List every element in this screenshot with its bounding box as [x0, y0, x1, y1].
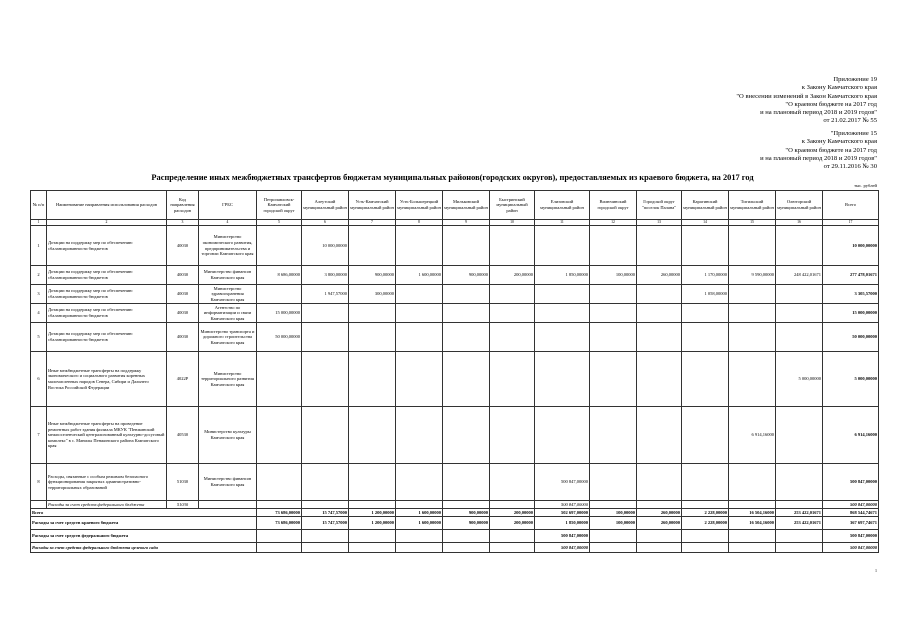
column-number: 15: [729, 220, 776, 226]
column-number: 16: [776, 220, 823, 226]
row-value: 50 000,00000: [257, 323, 302, 352]
column-number: 14: [682, 220, 729, 226]
column-header: Тигильский муниципальный район: [729, 191, 776, 220]
row-total: 50 000,00000: [823, 323, 879, 352]
column-number: 10: [490, 220, 535, 226]
row-value: 5 000,00000: [776, 352, 823, 407]
row-name: Дотации на поддержку мер по обеспечению сбалансированности бюджетов: [47, 304, 167, 323]
row-total: 15 000,00000: [823, 304, 879, 323]
row-value: [535, 352, 590, 407]
total-value: 200,00000: [490, 517, 535, 530]
row-code: 51030: [167, 501, 199, 509]
row-value: [637, 323, 682, 352]
total-value: 500 847,00000: [535, 543, 590, 553]
row-value: [302, 352, 349, 407]
column-header: Мильковский муниципальный район: [443, 191, 490, 220]
row-value: 1 600,00000: [396, 266, 443, 285]
row-value: 900,00000: [443, 266, 490, 285]
total-value: [302, 543, 349, 553]
column-number: 7: [349, 220, 396, 226]
table-row: [31, 304, 879, 323]
appendix-2-line: к Закону Камчатского края: [801, 138, 877, 146]
row-name: Дотации на поддержку мер по обеспечению сбалансированности бюджетов: [47, 266, 167, 285]
table-row: [31, 226, 879, 266]
appendix-1-line: от 21.02.2017 № 55: [823, 117, 877, 125]
row-value: [490, 323, 535, 352]
total-value: 253 422,01671: [776, 509, 823, 517]
row-value: [302, 501, 349, 509]
total-value: 15 747,57000: [302, 509, 349, 517]
row-number: 3: [31, 285, 47, 304]
column-number: 1: [31, 220, 47, 226]
row-value: [257, 352, 302, 407]
total-value: [396, 543, 443, 553]
total-value: 16 504,16000: [729, 509, 776, 517]
total-regional-row: [31, 517, 879, 530]
column-header: ГРБС: [199, 191, 257, 220]
total-value: 260,00000: [637, 509, 682, 517]
total-value: 1 600,00000: [396, 509, 443, 517]
row-value: 1 058,00000: [682, 285, 729, 304]
row-value: 1 170,00000: [682, 266, 729, 285]
row-number: 7: [31, 407, 47, 464]
row-value: [443, 464, 490, 501]
row-value: 300,00000: [349, 285, 396, 304]
row-value: [396, 407, 443, 464]
column-header: Елизовский муниципальный район: [535, 191, 590, 220]
total-value: 16 504,16000: [729, 517, 776, 530]
row-value: [682, 304, 729, 323]
column-header: Наименование направления использования расходов: [47, 191, 167, 220]
column-number: 12: [590, 220, 637, 226]
row-value: [682, 226, 729, 266]
total-value: 260,00000: [637, 517, 682, 530]
row-value: [443, 226, 490, 266]
column-header: Алеутский муниципальный район: [302, 191, 349, 220]
total-value: [590, 530, 637, 543]
row-value: [396, 285, 443, 304]
distribution-table: [30, 190, 879, 553]
total-value: [729, 543, 776, 553]
row-value: [729, 323, 776, 352]
total-value: 502 697,00000: [535, 509, 590, 517]
appendix-1-line: и на плановый период 2018 и 2019 годов": [760, 109, 877, 117]
row-value: 260,00000: [637, 266, 682, 285]
total-value: 900,00000: [443, 517, 490, 530]
row-value: [590, 323, 637, 352]
appendix-2-line: "Приложение 15: [830, 130, 877, 137]
total-value: [637, 543, 682, 553]
total-value: 1 850,00000: [535, 517, 590, 530]
appendix-2-line: "О краевом бюджете на 2017 год: [785, 146, 877, 154]
row-name: Дотации на поддержку мер по обеспечению сбалансированности бюджетов: [47, 285, 167, 304]
table-row: [31, 464, 879, 501]
row-value: [776, 407, 823, 464]
appendix-1-line: "О внесении изменений в Закон Камчатского края: [736, 92, 877, 100]
row-value: [257, 464, 302, 501]
row-value: [682, 323, 729, 352]
appendix-1-line: Приложение 19: [833, 76, 877, 83]
row-code: 40030: [167, 304, 199, 323]
column-header: Городской округ "поселок Палана": [637, 191, 682, 220]
document-title: Распределение иных межбюджетных трансфертов бюджетам муниципальных районов(городских округов), предоставляемых из краевого бюджета, на 2017 год: [151, 173, 754, 182]
row-value: [535, 304, 590, 323]
row-value: [729, 501, 776, 509]
row-value: [443, 323, 490, 352]
row-code: 4022Р: [167, 352, 199, 407]
row-value: [590, 464, 637, 501]
row-grbs: Министерство экономического развития, предпринимательства и торговли Камчатского края: [199, 226, 257, 266]
row-value: [257, 407, 302, 464]
row-value: 15 000,00000: [257, 304, 302, 323]
row-value: [490, 464, 535, 501]
total-value: 73 686,00000: [257, 517, 302, 530]
total-value: 200,00000: [490, 509, 535, 517]
column-number: 5: [257, 220, 302, 226]
row-value: [396, 501, 443, 509]
total-value: 1 200,00000: [349, 517, 396, 530]
table-row: [31, 285, 879, 304]
total-label: Расходы за счет средств краевого бюджета: [31, 517, 257, 530]
table-row: [31, 266, 879, 285]
row-value: [729, 464, 776, 501]
row-value: [590, 352, 637, 407]
row-value: [443, 285, 490, 304]
row-value: 248 422,01671: [776, 266, 823, 285]
row-value: [396, 464, 443, 501]
appendix-1-line: к Закону Камчатского края: [801, 84, 877, 92]
row-grbs: [199, 501, 257, 509]
row-code: 40030: [167, 323, 199, 352]
total-value: 1 600,00000: [396, 517, 443, 530]
total-label: Всего: [31, 509, 257, 517]
total-value: [682, 543, 729, 553]
row-value: [776, 501, 823, 509]
column-header: Усть-Камчатский муниципальный район: [349, 191, 396, 220]
row-value: [302, 407, 349, 464]
total-value: 73 686,00000: [257, 509, 302, 517]
row-value: 100,00000: [590, 266, 637, 285]
row-value: 3 800,00000: [302, 266, 349, 285]
total-value: [396, 530, 443, 543]
total-value: 15 747,57000: [302, 517, 349, 530]
row-value: [535, 226, 590, 266]
appendix-2-line: и на плановый период 2018 и 2019 годов": [760, 154, 877, 162]
row-name: Иные межбюджетные трансферты на проведение ремонтных работ здания филиала МКУК "Пенжинский межпоселенческий централизованный культурно-досуговый комплекс" в с. Манилы Пенжинского района Камчатского края: [47, 407, 167, 464]
row-value: [535, 323, 590, 352]
column-number: 2: [47, 220, 167, 226]
total-value: [682, 530, 729, 543]
row-total: 500 847,00000: [823, 501, 879, 509]
row-value: [396, 352, 443, 407]
row-value: [729, 285, 776, 304]
row-value: [302, 464, 349, 501]
column-header: Быстринский муниципальный район: [490, 191, 535, 220]
row-grbs: Министерство транспорта и дорожного строительства Камчатского края: [199, 323, 257, 352]
row-value: 10 000,00000: [302, 226, 349, 266]
row-value: [396, 323, 443, 352]
row-value: [490, 304, 535, 323]
row-value: 500 847,00000: [535, 501, 590, 509]
total-value: [257, 530, 302, 543]
row-value: [590, 226, 637, 266]
column-number: 11: [535, 220, 590, 226]
row-value: [637, 226, 682, 266]
row-value: [590, 304, 637, 323]
row-value: [637, 285, 682, 304]
column-number: 4: [199, 220, 257, 226]
row-number: 1: [31, 226, 47, 266]
row-total: 3 305,57000: [823, 285, 879, 304]
column-header: № п/п: [31, 191, 47, 220]
appendix-2-line: от 29.11.2016 № 30: [823, 163, 877, 171]
row-value: [637, 352, 682, 407]
column-header: Всего: [823, 191, 879, 220]
row-total: 10 000,00000: [823, 226, 879, 266]
row-value: 6 914,16000: [729, 407, 776, 464]
column-header: Петропавловск-Камчатский городской округ: [257, 191, 302, 220]
row-value: 1 850,00000: [535, 266, 590, 285]
total-value: 900,00000: [443, 509, 490, 517]
appendix-block-2: [760, 130, 877, 171]
row-value: [490, 501, 535, 509]
row-value: [443, 407, 490, 464]
column-number: 3: [167, 220, 199, 226]
total-value: 1 200,00000: [349, 509, 396, 517]
total-value: 500 847,00000: [535, 530, 590, 543]
row-name: Расходы, связанные с особым режимом безопасного функционирования закрытых административно-территориальных образований: [47, 464, 167, 501]
row-value: [776, 226, 823, 266]
total-value: [302, 530, 349, 543]
row-value: [396, 304, 443, 323]
total-value: 2 228,00000: [682, 509, 729, 517]
row-value: 900,00000: [349, 266, 396, 285]
row-value: [682, 464, 729, 501]
row-number: [31, 501, 47, 509]
total-value: [257, 543, 302, 553]
total-value: [349, 530, 396, 543]
row-total: 5 000,00000: [823, 352, 879, 407]
total-value: [490, 543, 535, 553]
row-value: [302, 304, 349, 323]
row-value: [637, 501, 682, 509]
unit-label: тыс. рублей: [854, 183, 877, 188]
row-value: [490, 226, 535, 266]
table-row-federal: [31, 501, 879, 509]
column-number: 17: [823, 220, 879, 226]
total-label: Расходы за счет средств федерального бюджета: [31, 530, 257, 543]
row-code: 40030: [167, 285, 199, 304]
total-value: [776, 543, 823, 553]
row-value: [729, 226, 776, 266]
row-value: 9 590,00000: [729, 266, 776, 285]
row-grbs: Министерство финансов Камчатского края: [199, 464, 257, 501]
total-value: 100,00000: [590, 517, 637, 530]
row-code: 51030: [167, 464, 199, 501]
column-header: Вилючинский городской округ: [590, 191, 637, 220]
row-value: [590, 501, 637, 509]
appendix-1-line: "О краевом бюджете на 2017 год: [785, 100, 877, 108]
total-grand: 500 847,00000: [823, 543, 879, 553]
row-value: [682, 501, 729, 509]
total-value: [590, 543, 637, 553]
table-row: [31, 323, 879, 352]
total-label: Расходы за счет средств федерального бюджета целевого сада: [31, 543, 257, 553]
total-value: [490, 530, 535, 543]
total-value: 2 228,00000: [682, 517, 729, 530]
row-value: 8 686,00000: [257, 266, 302, 285]
table-header-row: [31, 191, 879, 220]
row-grbs: Агентство по информатизации и связи Камчатского края: [199, 304, 257, 323]
row-value: [349, 501, 396, 509]
row-name: Дотации на поддержку мер по обеспечению сбалансированности бюджетов: [47, 323, 167, 352]
row-value: [349, 304, 396, 323]
row-value: 500 847,00000: [535, 464, 590, 501]
row-grbs: Министерство территориального развития Камчатского края: [199, 352, 257, 407]
row-grbs: Министерство здравоохранения Камчатского края: [199, 285, 257, 304]
row-value: [349, 323, 396, 352]
row-value: 1 947,57000: [302, 285, 349, 304]
total-federal-row: [31, 530, 879, 543]
row-grbs: Министерство финансов Камчатского края: [199, 266, 257, 285]
row-value: [490, 407, 535, 464]
row-value: [535, 407, 590, 464]
total-value: 253 422,01671: [776, 517, 823, 530]
row-total: 500 847,00000: [823, 464, 879, 501]
appendix-block-1: [736, 76, 877, 126]
column-number: 8: [396, 220, 443, 226]
row-value: [776, 304, 823, 323]
row-value: [637, 407, 682, 464]
row-value: [490, 352, 535, 407]
row-value: [776, 285, 823, 304]
total-grand: 500 847,00000: [823, 530, 879, 543]
row-value: [349, 226, 396, 266]
row-value: [490, 285, 535, 304]
total-value: 100,00000: [590, 509, 637, 517]
column-number: 9: [443, 220, 490, 226]
row-value: [443, 501, 490, 509]
row-value: [776, 464, 823, 501]
row-value: [729, 352, 776, 407]
row-number: 6: [31, 352, 47, 407]
total-value: [349, 543, 396, 553]
total-grand: 367 697,74671: [823, 517, 879, 530]
row-value: [302, 323, 349, 352]
row-total: 6 914,16000: [823, 407, 879, 464]
total-value: [637, 530, 682, 543]
row-number: 4: [31, 304, 47, 323]
total-grand: 868 544,74671: [823, 509, 879, 517]
row-value: [257, 501, 302, 509]
column-number: 13: [637, 220, 682, 226]
row-code: 40530: [167, 407, 199, 464]
total-value: [729, 530, 776, 543]
row-value: [396, 226, 443, 266]
row-value: [257, 226, 302, 266]
row-number: 8: [31, 464, 47, 501]
row-value: [349, 464, 396, 501]
row-value: [590, 407, 637, 464]
row-value: [776, 323, 823, 352]
table-row: [31, 352, 879, 407]
row-value: [257, 285, 302, 304]
row-value: [443, 304, 490, 323]
row-value: [535, 285, 590, 304]
row-code: 40030: [167, 226, 199, 266]
column-header: Код направления расходов: [167, 191, 199, 220]
table-row: [31, 407, 879, 464]
total-value: [776, 530, 823, 543]
row-value: [729, 304, 776, 323]
total-row: [31, 509, 879, 517]
column-header: Усть-Большерецкий муниципальный район: [396, 191, 443, 220]
row-value: [349, 407, 396, 464]
row-value: [637, 304, 682, 323]
row-value: [637, 464, 682, 501]
total-value: [443, 543, 490, 553]
row-value: [682, 407, 729, 464]
row-name: Иные межбюджетные трансферты на поддержку экономического и социального развития коренных малочисленных народов Севера, Сибири и Дальнего Востока Российской Федерации: [47, 352, 167, 407]
page-number: 1: [875, 568, 877, 573]
row-code: 40030: [167, 266, 199, 285]
row-value: [590, 285, 637, 304]
column-number: 6: [302, 220, 349, 226]
column-header: Карагинский муниципальный район: [682, 191, 729, 220]
row-value: [443, 352, 490, 407]
row-total: 277 478,01671: [823, 266, 879, 285]
row-value: [349, 352, 396, 407]
column-header: Олюторский муниципальный район: [776, 191, 823, 220]
row-number: 2: [31, 266, 47, 285]
total-value: [443, 530, 490, 543]
row-grbs: Министерство культуры Камчатского края: [199, 407, 257, 464]
row-value: 200,00000: [490, 266, 535, 285]
total-federal-sub-row: [31, 543, 879, 553]
row-name: Расходы за счет средств федерального бюджета: [47, 501, 167, 509]
row-number: 5: [31, 323, 47, 352]
row-value: [682, 352, 729, 407]
row-name: Дотации на поддержку мер по обеспечению сбалансированности бюджетов: [47, 226, 167, 266]
